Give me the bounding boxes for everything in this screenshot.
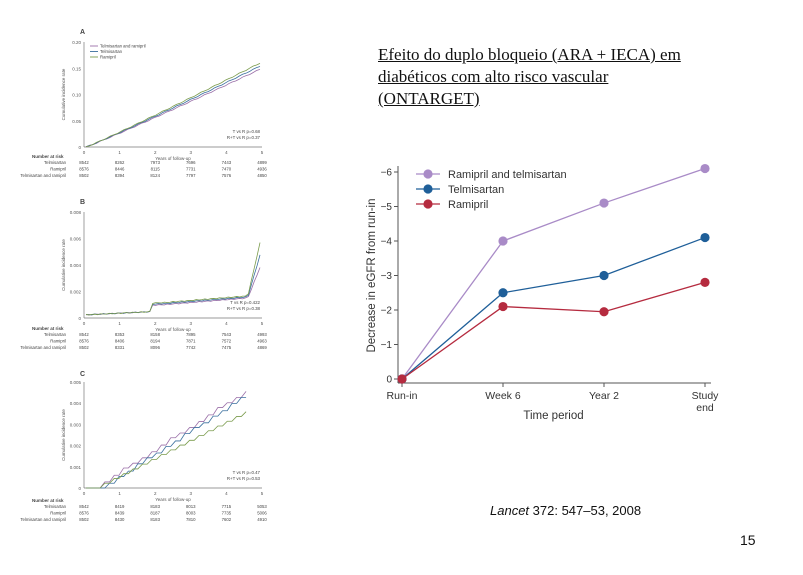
at-risk-value: 8353 [114,332,125,337]
at-risk-value: 8115 [150,166,160,172]
panel-annotation: T vs R p=0.68 [232,129,260,134]
panel-y-axis-label: Cumulative incidence rate [61,239,66,291]
y-axis-label: Decrease in eGFR from run-in [366,198,378,353]
at-risk-row-label: Ramipril [50,510,66,516]
y-tick-label: 0 [386,374,392,386]
legend-marker [423,199,432,208]
panel-y-tick-label: 0.004 [69,401,81,407]
data-point [599,198,608,207]
at-risk-value: 8430 [114,517,125,522]
at-risk-value: 7475 [221,345,232,350]
panel-y-tick-label: 0.008 [69,210,81,215]
at-risk-value: 4993 [257,332,267,337]
at-risk-value: 8187 [150,510,160,516]
at-risk-value: 7973 [150,160,160,165]
at-risk-value: 7871 [186,338,196,344]
at-risk-value: 8542 [79,504,89,509]
at-risk-value: 8194 [150,338,160,344]
at-risk-value: 7602 [221,517,232,522]
series-line [402,282,705,379]
at-risk-value: 7572 [221,338,232,344]
at-risk-value: 7895 [186,332,196,337]
panel-curve [86,412,246,488]
panel-x-tick-label: 2 [153,321,157,326]
panel-y-tick-label: 0.05 [72,118,81,124]
panel-x-tick-label: 3 [189,321,193,326]
data-point [599,271,608,280]
at-risk-value: 4936 [257,166,267,172]
legend-label: Telmisartan [448,184,505,196]
panel-x-tick-label: 1 [118,491,121,496]
at-risk-header: Number at risk [32,326,64,331]
at-risk-value: 7576 [221,173,232,178]
slide-title-line: diabéticos com alto risco vascular [378,67,609,86]
at-risk-value: 4963 [257,338,267,344]
panel-x-tick-label: 4 [225,491,228,496]
panel-y-tick-label: 0.15 [72,66,81,72]
panel-annotation: T vs R p=0.47 [232,470,260,475]
at-risk-value: 7742 [186,345,196,350]
at-risk-value: 7735 [221,510,232,516]
panel-y-tick-label: 0.001 [69,464,81,470]
at-risk-row-label: Telmisartan and ramipril [20,173,66,178]
egfr-line-chart [360,150,730,440]
panel-annotation: R+T vs R p=0.53 [226,476,260,481]
panel-x-tick-label: 1 [118,321,121,326]
panel-x-tick-label: 3 [189,491,193,496]
at-risk-header: Number at risk [32,154,64,159]
panel-legend-label: Telmisartan [100,49,122,55]
at-risk-value: 4910 [257,517,267,522]
legend-label: Ramipril [448,199,489,211]
y-tick-label: −6 [380,167,392,179]
x-tick-label: Year 2 [589,390,619,402]
at-risk-value: 7810 [186,517,196,522]
panel-y-axis-label: Cumulative incidence rate [61,68,66,121]
left-figure [0,0,300,575]
x-axis-label: Time period [523,410,584,422]
page-number: 15 [740,532,756,548]
at-risk-value: 8576 [79,510,89,516]
at-risk-value: 8124 [150,173,160,178]
panel-x-tick-label: 5 [260,491,264,496]
at-risk-value: 4850 [257,173,267,178]
panel-y-tick-label: 0.20 [72,40,81,45]
y-tick-label: −1 [380,340,392,351]
at-risk-value: 7715 [221,504,232,509]
at-risk-value: 8394 [114,173,125,178]
at-risk-value: 8502 [79,173,89,178]
at-risk-value: 8576 [79,338,89,344]
panel-x-tick-label: 1 [118,150,121,155]
at-risk-row-label: Telmisartan [44,160,66,165]
at-risk-value: 8439 [114,510,125,516]
at-risk-row-label: Telmisartan and ramipril [20,345,66,350]
at-risk-value: 7470 [221,166,232,172]
at-risk-value: 7443 [221,160,232,165]
slide-title-line: Efeito do duplo bloqueio (ARA + IECA) em [378,45,681,64]
at-risk-value: 8331 [114,345,125,350]
panel-y-tick-label: 0.003 [69,422,81,428]
panel-label: B [80,199,86,206]
at-risk-row-label: Ramipril [50,338,66,344]
panel-x-tick-label: 4 [225,321,228,326]
data-point [700,164,709,173]
at-risk-row-label: Telmisartan [44,504,66,509]
y-tick-label: −5 [380,202,392,213]
at-risk-value: 5053 [257,504,267,509]
at-risk-value: 4899 [257,160,267,165]
panel-y-tick-label: 0.002 [69,289,81,295]
panel-x-axis-label: Years of follow-up [155,497,191,502]
panel-x-tick-label: 4 [225,150,228,155]
data-point [397,374,406,383]
at-risk-value: 7696 [186,160,196,165]
panel-annotation: T vs R p=0.422 [230,300,260,305]
y-tick-label: −2 [380,305,392,317]
legend-marker [423,169,432,178]
at-risk-value: 5006 [257,510,267,516]
panel-x-tick-label: 3 [189,150,193,155]
at-risk-value: 8262 [114,160,125,165]
panel-y-tick-label: 0.002 [69,443,81,449]
legend-marker [423,184,432,193]
panel-x-axis-label: Years of follow-up [155,156,191,161]
at-risk-value: 8096 [150,345,160,350]
panel-curve [86,391,246,488]
panel-x-tick-label: 0 [82,321,86,326]
x-tick-label: Study end [691,390,719,414]
at-risk-value: 8502 [79,517,89,522]
slide-title-line: (ONTARGET) [378,89,480,108]
x-tick-label: Week 6 [485,390,521,402]
panel-y-tick-label: 0 [78,316,81,321]
at-risk-row-label: Ramipril [50,166,66,172]
at-risk-row-label: Telmisartan [44,332,66,337]
panel-y-tick-label: 0.006 [69,236,81,242]
data-point [599,307,608,316]
panel-label: C [80,371,86,378]
data-point [498,302,507,311]
at-risk-row-label: Telmisartan and ramipril [20,517,66,522]
at-risk-value: 8502 [79,345,89,350]
panel-x-tick-label: 0 [82,150,86,155]
at-risk-value: 8446 [114,166,125,172]
data-point [700,278,709,287]
x-tick-label: Run-in [386,390,418,402]
panel-x-tick-label: 2 [153,491,157,496]
y-tick-label: −3 [380,271,392,282]
at-risk-value: 4869 [257,345,267,350]
at-risk-value: 8183 [150,517,160,522]
panel-y-tick-label: 0.005 [69,380,81,385]
panel-x-axis-label: Years of follow-up [155,327,191,332]
panel-y-axis-label: Cumulative incidence rate [61,409,66,461]
slide-title [378,44,778,110]
at-risk-value: 8542 [79,332,89,337]
data-point [498,236,507,245]
panel-annotation: R+T vs R p=0.38 [226,306,260,311]
at-risk-value: 8003 [186,510,196,516]
panel-annotation: R+T vs R p=0.37 [226,135,260,140]
panel-y-tick-label: 0 [78,145,81,150]
legend-label: Ramipril and telmisartan [448,169,567,181]
data-point [700,233,709,242]
at-risk-value: 8406 [114,338,125,344]
panel-x-tick-label: 2 [153,150,157,155]
at-risk-value: 7731 [186,166,196,172]
citation-details: 372: 547–53, 2008 [529,503,642,518]
panel-x-tick-label: 0 [82,491,86,496]
y-tick-label: −4 [380,236,392,248]
panel-curve [86,397,246,488]
panel-legend-label: Ramipril [100,54,116,60]
at-risk-value: 8183 [150,504,160,509]
citation [490,503,641,518]
panel-x-tick-label: 5 [260,150,264,155]
at-risk-value: 8576 [79,166,89,172]
at-risk-value: 7543 [221,332,232,337]
panel-x-tick-label: 5 [260,321,264,326]
at-risk-header: Number at risk [32,498,64,503]
panel-y-tick-label: 0.10 [72,92,81,98]
series-line [402,238,705,379]
panel-y-tick-label: 0.004 [69,263,81,268]
at-risk-value: 8542 [79,160,89,165]
at-risk-value: 8013 [186,504,196,509]
at-risk-value: 8419 [114,504,125,509]
citation-journal: Lancet [490,503,530,518]
data-point [498,288,507,297]
at-risk-value: 7797 [186,173,196,178]
panel-y-tick-label: 0 [78,486,81,491]
panel-legend-label: Telmisartan and ramipril [100,43,146,49]
at-risk-value: 8158 [150,332,160,337]
panel-label: A [80,29,86,36]
